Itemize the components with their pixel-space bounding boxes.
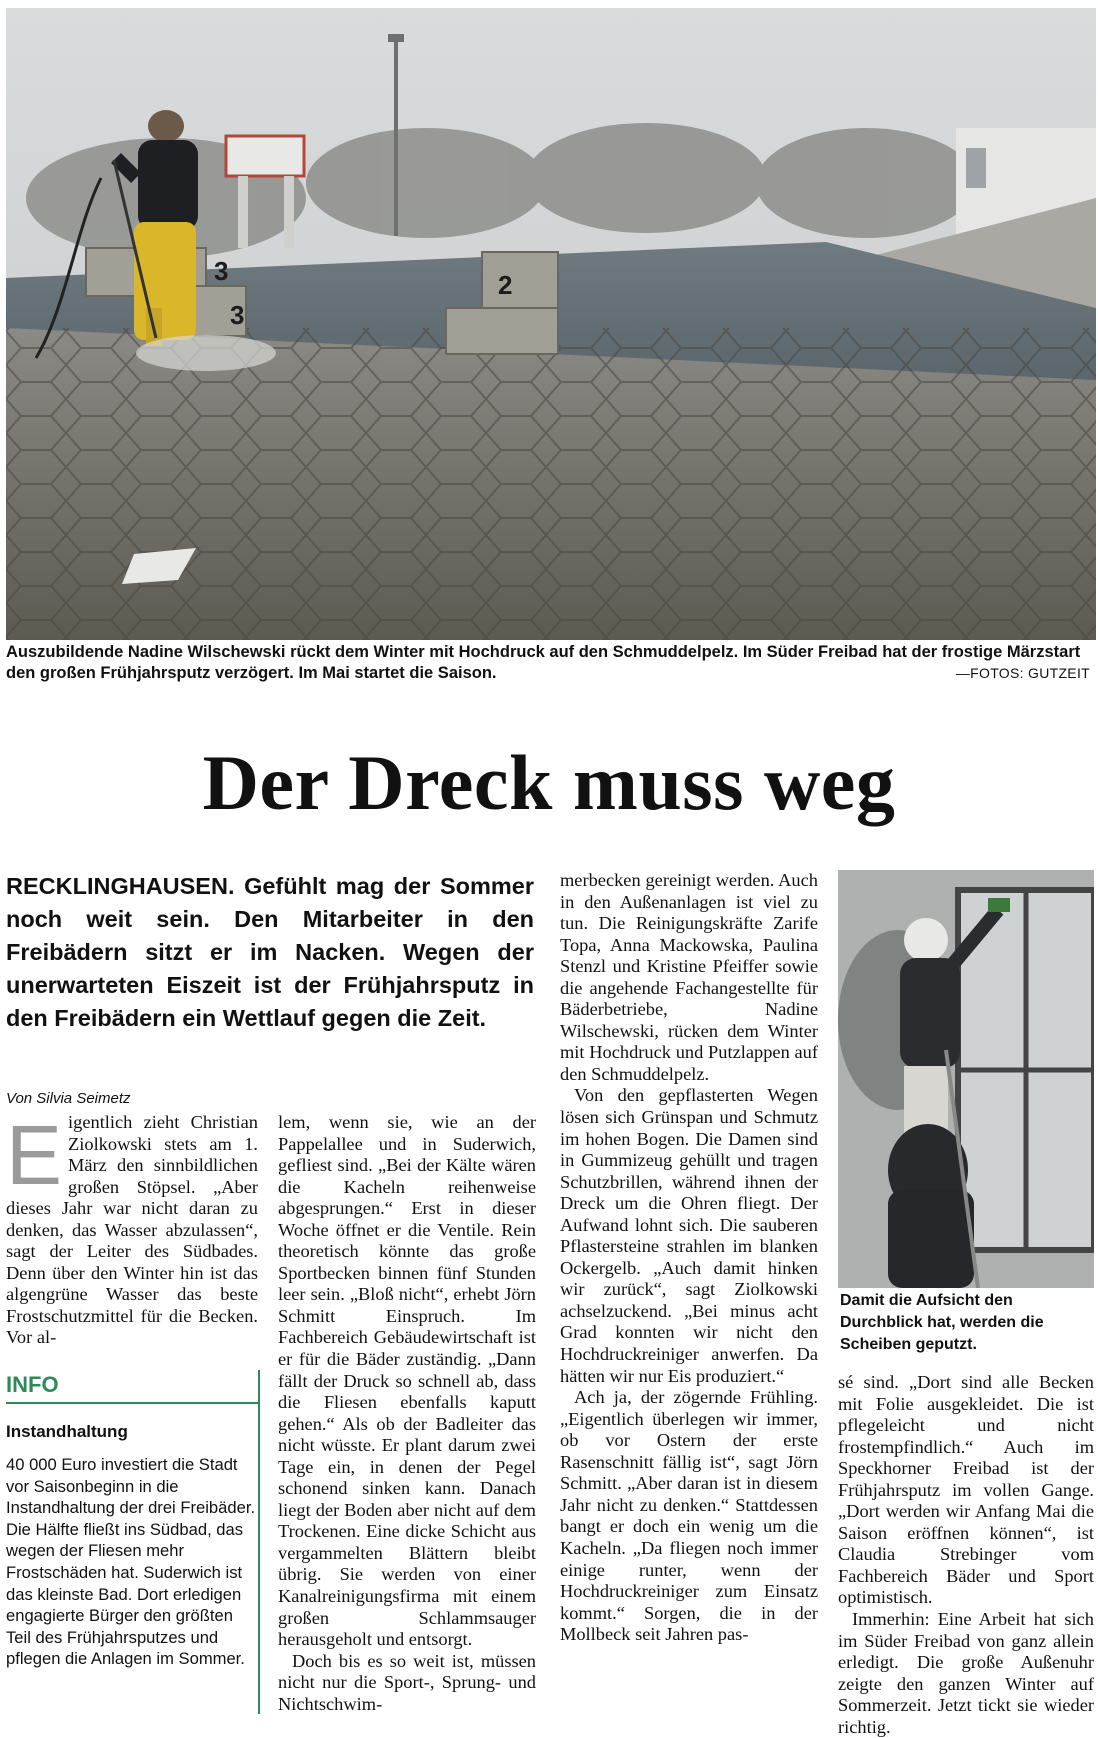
paragraph: sé sind. „Dort sind alle Becken mit Folie ausgekleidet. Die ist pflegeleicht und nicht frostempfindlich.“ Auch im Speckhorner Freibad ist der Frühjahrsputz im vollen Gange. „Dort werden wir Anfang Mai die Saison eröffnen können“, ist Claudia Strebinger vom Fachbereich Bäder und Sport optimistisch. xyxy=(838,1372,1094,1608)
photo-credit: —FOTOS: GUTZEIT xyxy=(955,665,1090,681)
drop-cap: E xyxy=(6,1108,63,1202)
info-tag: INFO xyxy=(6,1372,59,1397)
photo-caption-2: Damit die Aufsicht den Durchblick hat, werden die Scheiben geputzt. xyxy=(840,1292,1044,1353)
photo-caption xyxy=(6,642,1094,684)
paragraph: lem, wenn sie, wie an der Pappelallee und in Suderwich, gefliest sind. „Bei der Kälte wären die Kacheln reihenweise abgesprungen.“ Erst in dieser Woche öffnet er die Ventile. Rein theoretisch könnte das große Sportbecken binnen fünf Stunden leer sein. „Bloß nicht“, erhebt Jörn Schmitt Einspruch. Im Fachbereich Gebäudewirtschaft ist er für die Bäder zuständig. „Dann fällt der Druck so schnell ab, dass die Fliesen ebenfalls kaputt gehen.“ Als ob der Badleiter das nicht wüsste. Er plant darum zwei Tage ein, in denen der Pegel schonend sinken kann. Danach liegt der Boden aber nicht auf dem Trockenen. Eine dicke Schicht aus vergammelten Blättern bleibt übrig. Sie werden von einer Kanalreinigungsfirma mit einem großen Schlammsauger herausgeholt und entsorgt. xyxy=(278,1112,536,1650)
article-column-3 xyxy=(560,870,818,1646)
lane-number: 3 xyxy=(230,300,245,330)
info-heading: Instandhaltung xyxy=(6,1422,128,1441)
window-cleaning-photo xyxy=(838,870,1094,1288)
paragraph: Doch bis es so weit ist, müssen nicht nur die Sport-, Sprung- und Nichtschwim- xyxy=(278,1650,536,1714)
lead-paragraph: RECKLINGHAUSEN. Gefühlt mag der Sommer noch weit sein. Den Mitarbeiter in den Freibädern sitzt er im Nacken. Wegen der unerwarteten Eiszeit ist der Frühjahrsputz in den Freibädern ein Wettlauf gegen die Zeit. xyxy=(6,873,534,1031)
info-divider xyxy=(6,1402,260,1404)
headline: Der Dreck muss weg xyxy=(202,739,896,826)
info-box xyxy=(6,1370,260,1714)
byline: Von Silvia Seimetz xyxy=(6,1090,131,1107)
paragraph: Ach ja, der zögernde Frühling. „Eigentlich überlegen wir immer, ob vor Ostern der erste Rasenschnitt fällig ist“, sagt Jörn Schmitt. „Aber daran ist in diesem Jahr nicht zu denken.“ Stattdessen bangt er doch ein wenig um die Kacheln. „Da fliegen noch immer einige runter, wenn der Hochdruckreiniger zum Einsatz kommt.“ Sorgen, die in der Mollbeck seit Jahren pas- xyxy=(560,1387,818,1645)
paragraph: igentlich zieht Christian Ziolkowski stets am 1. März den sinnbildlichen großen Stöpsel. „Aber dieses Jahr war nicht daran zu denken, das Wasser abzulassen“, sagt der Leiter des Südbades. Denn über den Winter hin ist das algengrüne Wasser das beste Frostschutzmittel für die Becken. Vor al- xyxy=(6,1112,258,1348)
paragraph: merbecken gereinigt werden. Auch in den Außenanlagen ist viel zu tun. Die Reinigungskräfte Zarife Topa, Anna Mackowska, Paulina Stenzl und Kristine Pfeiffer sowie die angehende Fachangestellte für Bäderbetriebe, Nadine Wilschewski, rücken dem Winter mit Hochdruck und Putzlappen auf den Schmuddelpelz. xyxy=(560,870,818,1084)
article-column-4 xyxy=(838,1372,1094,1738)
caption-text: Auszubildende Nadine Wilschewski rückt dem Winter mit Hochdruck auf den Schmuddelpelz. Im Süder Freibad hat der frostige Märzstart den großen Frühjahrsputz verzögert. Im Mai startet die Saison. xyxy=(6,643,1081,682)
article-column-2 xyxy=(278,1112,536,1715)
article-column-1 xyxy=(6,1108,258,1349)
lane-number: 3 xyxy=(214,256,229,286)
info-body: 40 000 Euro investiert die Stadt vor Saisonbeginn in die Instandhaltung der drei Freibäder. Die Hälfte fließt ins Südbad, das wegen der Fliesen mehr Frostschäden hat. Suderwich ist das kleinste Bad. Dort erledigen engagierte Bürger den größten Teil des Frühjahrsputzes und pflegen die Anlagen im Sommer. xyxy=(6,1455,256,1669)
main-photo xyxy=(6,8,1096,640)
paragraph: Von den gepflasterten Wegen lösen sich Grünspan und Schmutz im hohen Bogen. Die Damen sind in Gummizeug gehüllt und tragen Schutzbrillen, während ihnen der Dreck um die Ohren fliegt. Der Aufwand lohnt sich. Die sauberen Pflastersteine strahlen im blanken Ockergelb. „Auch damit hinken wir zurück“, sagt Ziolkowski achselzuckend. „Bei minus acht Grad konnten wir nicht den Hochdruckreiniger anwerfen. Da hätten wir nur Eis produziert.“ xyxy=(560,1085,818,1386)
paragraph: Immerhin: Eine Arbeit hat sich im Süder Freibad von ganz allein erledigt. Die große Außenuhr zeigte den ganzen Winter auf Sommerzeit. Jetzt tickt sie wieder richtig. xyxy=(838,1609,1094,1737)
lane-number: 2 xyxy=(498,270,513,300)
